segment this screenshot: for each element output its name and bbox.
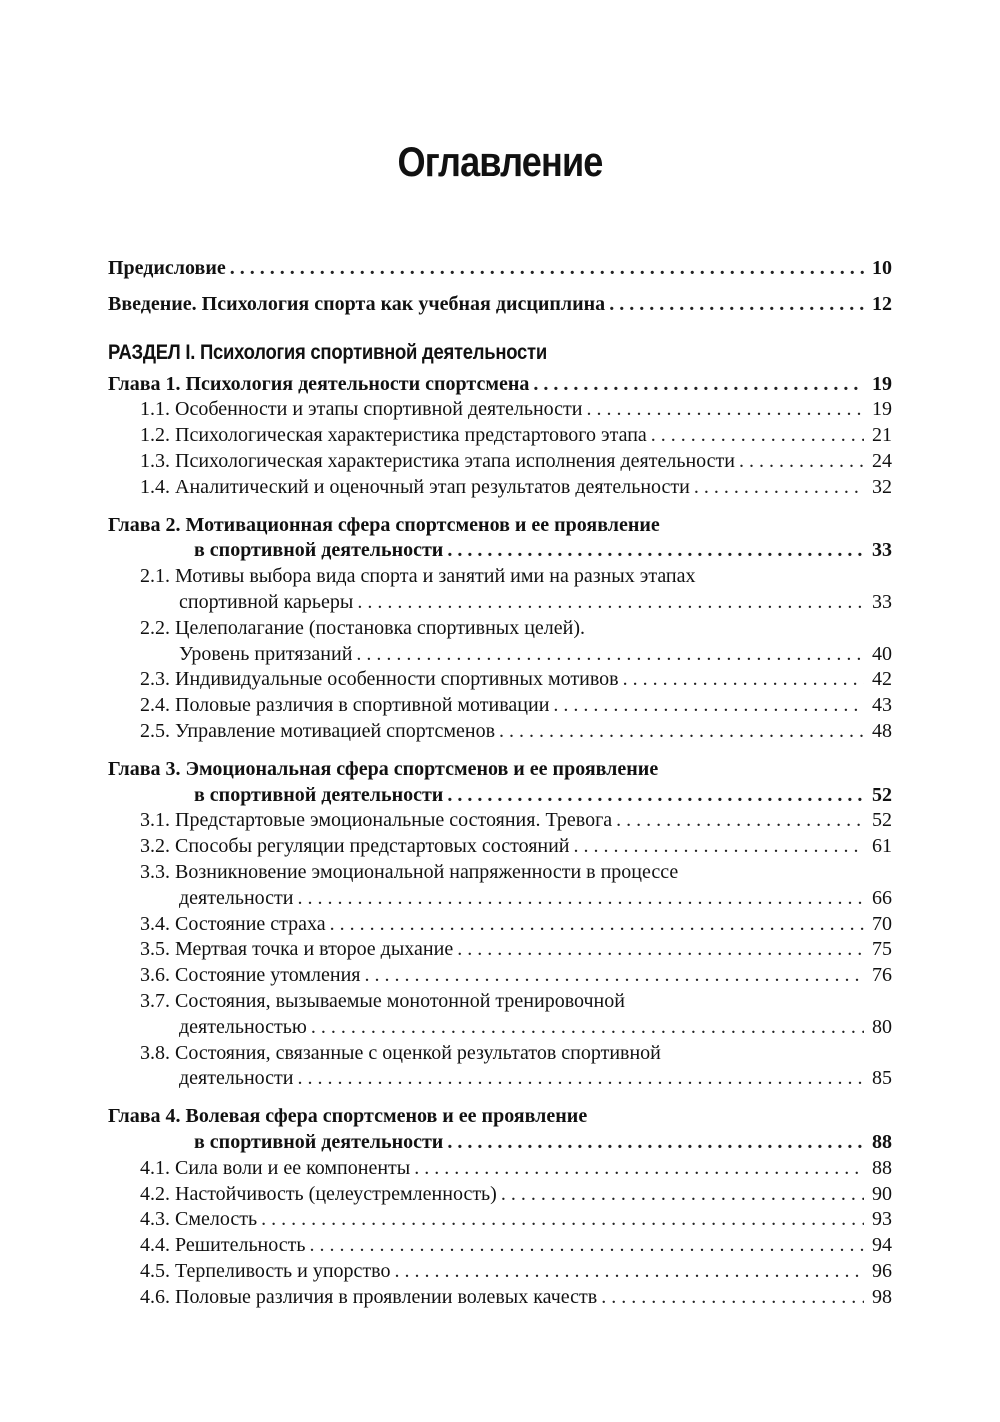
- toc-entry-page: 88: [872, 1156, 892, 1179]
- toc-entry-label: деятельностью: [179, 1015, 307, 1038]
- toc-chapter-2[interactable]: [108, 538, 892, 564]
- toc-entry-page: 21: [872, 424, 892, 447]
- toc-entry[interactable]: [108, 719, 892, 745]
- table-of-contents: [108, 256, 892, 1310]
- toc-entry[interactable]: [108, 1233, 892, 1259]
- toc-entry-label: 2.5. Управление мотивацией спортсменов: [140, 719, 496, 742]
- toc-entry[interactable]: [108, 693, 892, 719]
- toc-chapter-1[interactable]: [108, 372, 892, 398]
- section-heading: РАЗДЕЛ I. Психология спортивной деятельности: [108, 340, 547, 364]
- dot-leader: [694, 475, 864, 501]
- toc-entry-page: 93: [872, 1208, 892, 1231]
- toc-entry-page: 42: [872, 668, 892, 691]
- dot-leader: [310, 1233, 865, 1259]
- toc-entry-label: Глава 1. Психология деятельности спортсмена: [108, 372, 530, 395]
- dot-leader: [501, 1182, 864, 1208]
- toc-entry-label: 4.2. Настойчивость (целеустремленность): [140, 1182, 497, 1205]
- page-title: Оглавление: [397, 138, 603, 185]
- toc-entry[interactable]: [108, 886, 892, 912]
- toc-entry-page: 80: [872, 1015, 892, 1038]
- toc-entry[interactable]: [108, 1182, 892, 1208]
- dot-leader: [623, 667, 864, 693]
- toc-entry-label: 2.3. Индивидуальные особенности спортивных мотивов: [140, 668, 619, 691]
- toc-chapter-4[interactable]: [108, 1130, 892, 1156]
- toc-entry-label: 3.2. Способы регуляции предстартовых состояний: [140, 835, 570, 858]
- dot-leader: [261, 1207, 864, 1233]
- toc-entry-label: 4.4. Решительность: [140, 1234, 306, 1257]
- toc-entry-page: 52: [872, 783, 892, 806]
- toc-entry-label: деятельности: [179, 886, 294, 909]
- toc-entry-first-line[interactable]: 3.8. Состояния, связанные с оценкой результатов спортивной: [140, 1041, 661, 1064]
- toc-entry-label: 3.4. Состояние страха: [140, 912, 326, 935]
- toc-entry-page: 43: [872, 694, 892, 717]
- toc-entry-page: 90: [872, 1182, 892, 1205]
- dot-leader: [357, 590, 864, 616]
- dot-leader: [330, 912, 864, 938]
- toc-entry-first-line[interactable]: 2.1. Мотивы выбора вида спорта и занятий ими на разных этапах: [140, 565, 696, 588]
- toc-entry-page: 98: [872, 1285, 892, 1308]
- toc-entry[interactable]: [108, 937, 892, 963]
- dot-leader: [651, 423, 864, 449]
- toc-entry[interactable]: [108, 808, 892, 834]
- toc-entry-page: 88: [872, 1130, 892, 1153]
- dot-leader: [601, 1285, 864, 1311]
- toc-entry[interactable]: [108, 449, 892, 475]
- dot-leader: [739, 449, 864, 475]
- toc-entry-label: 4.5. Терпеливость и упорство: [140, 1259, 391, 1282]
- dot-leader: [394, 1259, 864, 1285]
- toc-entry-page: 12: [872, 292, 892, 315]
- toc-entry-page: 24: [872, 449, 892, 472]
- toc-chapter-3[interactable]: [108, 783, 892, 809]
- toc-entry-page: 76: [872, 964, 892, 987]
- toc-entry-label: в спортивной деятельности: [194, 1130, 444, 1153]
- toc-entry-page: 61: [872, 835, 892, 858]
- toc-entry[interactable]: [108, 397, 892, 423]
- toc-entry[interactable]: [108, 834, 892, 860]
- toc-entry-page: 40: [872, 642, 892, 665]
- toc-entry-page: 10: [872, 257, 892, 279]
- toc-entry-label: в спортивной деятельности: [194, 539, 444, 562]
- toc-entry[interactable]: [108, 1066, 892, 1092]
- dot-leader: [447, 783, 864, 809]
- toc-entry[interactable]: [108, 963, 892, 989]
- toc-entry[interactable]: [108, 1207, 892, 1233]
- toc-entry-label: 4.1. Сила воли и ее компоненты: [140, 1156, 411, 1179]
- dot-leader: [586, 397, 864, 423]
- toc-entry-label: 1.1. Особенности и этапы спортивной деятельности: [140, 398, 583, 421]
- toc-entry[interactable]: [108, 642, 892, 668]
- dot-leader: [230, 256, 864, 282]
- toc-entry[interactable]: [108, 423, 892, 449]
- toc-entry-label: 4.6. Половые различия в проявлении волевых качеств: [140, 1285, 598, 1308]
- toc-entry-label: 3.5. Мертвая точка и второе дыхание: [140, 938, 454, 961]
- toc-entry[interactable]: [108, 912, 892, 938]
- toc-chapter-2-title[interactable]: Глава 2. Мотивационная сфера спортсменов и ее проявление: [108, 513, 660, 536]
- toc-entry[interactable]: [108, 475, 892, 501]
- toc-entry-page: 48: [872, 719, 892, 742]
- toc-entry-page: 66: [872, 886, 892, 909]
- toc-entry-label: 2.4. Половые различия в спортивной мотивации: [140, 694, 550, 717]
- toc-entry-label: Уровень притязаний: [179, 642, 353, 665]
- dot-leader: [499, 719, 864, 745]
- toc-entry-label: Введение. Психология спорта как учебная дисциплина: [108, 292, 606, 315]
- toc-entry-page: 33: [872, 539, 892, 562]
- dot-leader: [447, 1130, 864, 1156]
- toc-entry-label: 1.3. Психологическая характеристика этапа исполнения деятельности: [140, 449, 735, 472]
- toc-entry-label: 4.3. Смелость: [140, 1208, 258, 1231]
- toc-entry-label: 3.1. Предстартовые эмоциональные состояния. Тревога: [140, 809, 613, 832]
- dot-leader: [533, 372, 864, 398]
- toc-entry-page: 70: [872, 912, 892, 935]
- dot-leader: [365, 963, 864, 989]
- toc-entry-label: 1.2. Психологическая характеристика предстартового этапа: [140, 424, 647, 447]
- toc-entry-page: 19: [872, 398, 892, 421]
- dot-leader: [616, 808, 864, 834]
- toc-entry[interactable]: [108, 1015, 892, 1041]
- dot-leader: [609, 292, 864, 318]
- toc-entry-introduction[interactable]: [108, 292, 892, 318]
- toc-entry-page: 85: [872, 1067, 892, 1090]
- toc-entry-page: 52: [872, 809, 892, 832]
- toc-entry[interactable]: [108, 1259, 892, 1285]
- toc-chapter-4-title[interactable]: Глава 4. Волевая сфера спортсменов и ее проявление: [108, 1105, 588, 1128]
- toc-entry-page: 94: [872, 1234, 892, 1257]
- toc-entry-label: 1.4. Аналитический и оценочный этап результатов деятельности: [140, 475, 690, 498]
- toc-entry-page: 75: [872, 938, 892, 961]
- toc-chapter-3-title[interactable]: Глава 3. Эмоциональная сфера спортсменов и ее проявление: [108, 757, 659, 780]
- toc-entry-page: 19: [872, 372, 892, 395]
- toc-entry-first-line[interactable]: 3.7. Состояния, вызываемые монотонной тренировочной: [140, 989, 625, 1012]
- dot-leader: [574, 834, 864, 860]
- toc-entry-first-line[interactable]: 3.3. Возникновение эмоциональной напряженности в процессе: [140, 860, 679, 883]
- toc-entry[interactable]: [108, 667, 892, 693]
- toc-entry[interactable]: [108, 1156, 892, 1182]
- dot-leader: [298, 1066, 865, 1092]
- toc-entry-label: деятельности: [179, 1067, 294, 1090]
- toc-entry-label: Предисловие: [108, 257, 226, 279]
- dot-leader: [457, 937, 864, 963]
- toc-entry-page: 33: [872, 590, 892, 613]
- toc-entry-preface[interactable]: [108, 256, 892, 282]
- toc-entry-label: в спортивной деятельности: [194, 783, 444, 806]
- toc-entry[interactable]: [108, 590, 892, 616]
- toc-entry-label: спортивной карьеры: [179, 590, 354, 613]
- dot-leader: [447, 538, 864, 564]
- dot-leader: [356, 642, 864, 668]
- dot-leader: [311, 1015, 864, 1041]
- dot-leader: [414, 1156, 864, 1182]
- dot-leader: [553, 693, 864, 719]
- toc-entry-first-line[interactable]: 2.2. Целеполагание (постановка спортивных целей).: [140, 616, 586, 639]
- toc-entry-page: 96: [872, 1259, 892, 1282]
- dot-leader: [298, 886, 865, 912]
- toc-entry[interactable]: [108, 1285, 892, 1311]
- toc-entry-label: 3.6. Состояние утомления: [140, 964, 361, 987]
- toc-entry-page: 32: [872, 475, 892, 498]
